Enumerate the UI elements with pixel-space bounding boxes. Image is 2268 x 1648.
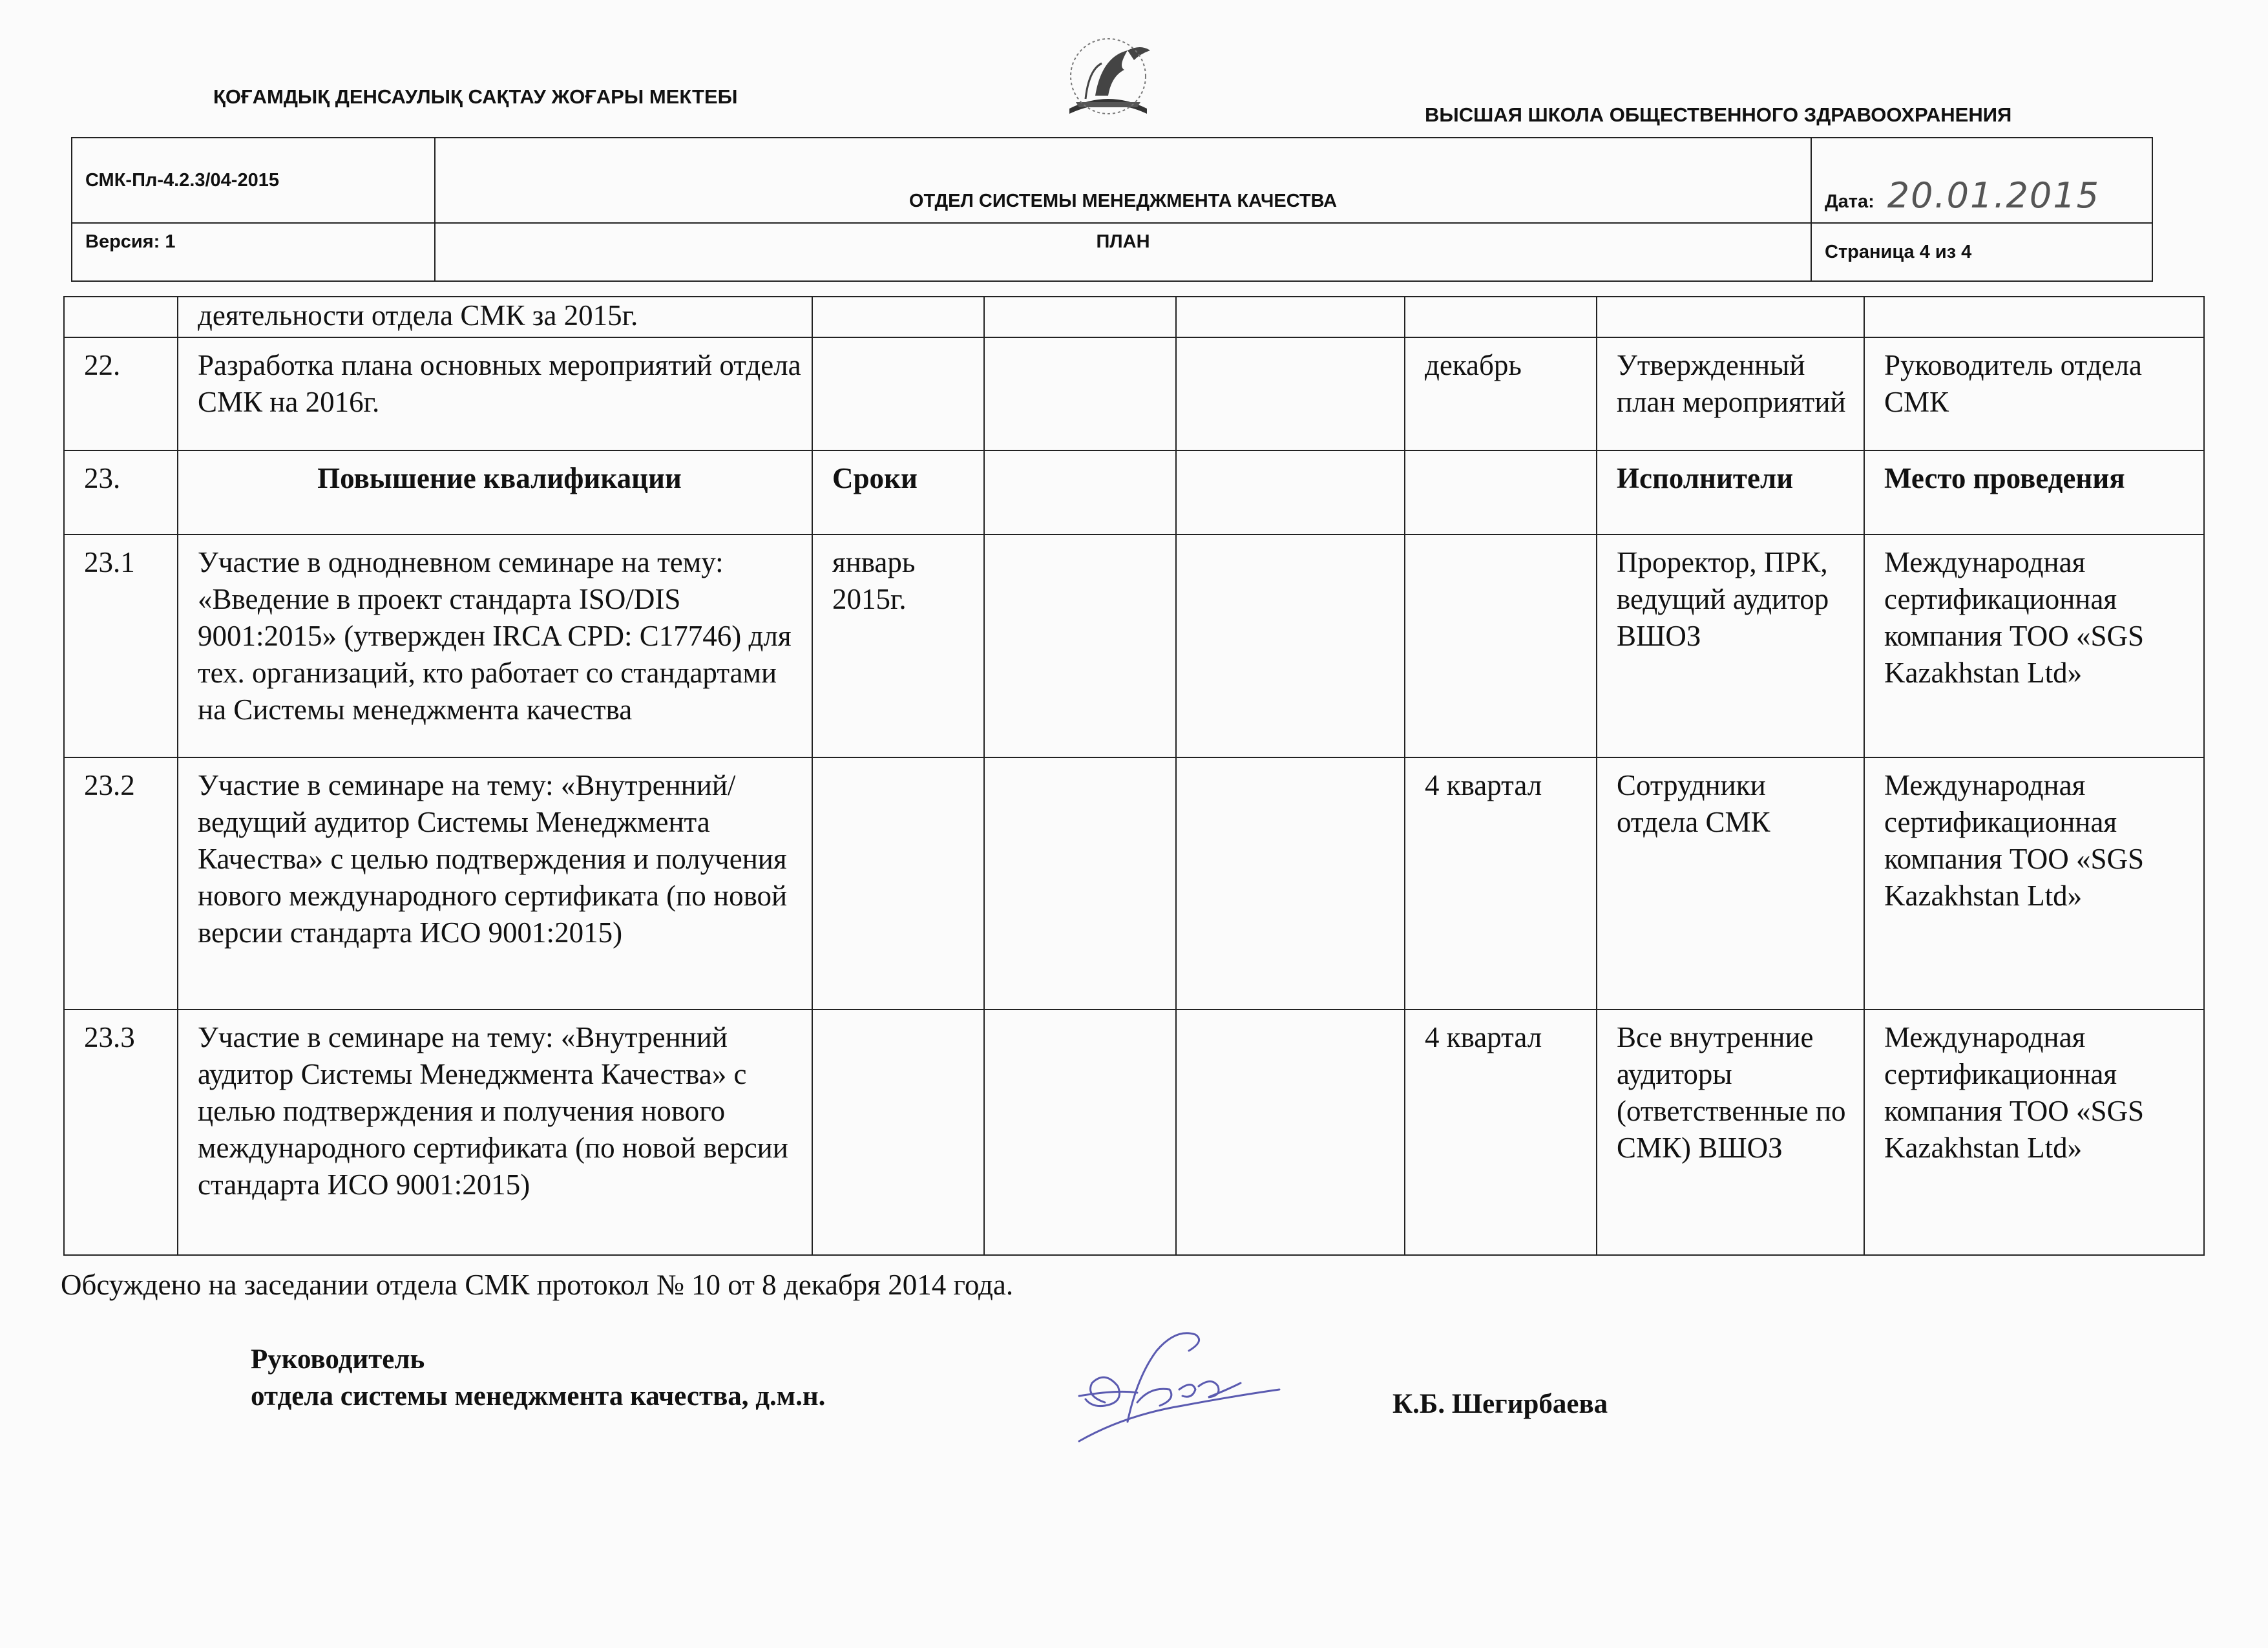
row-place: Международная сертификационная компания ТОО «SGS Kazakhstan Ltd» [1864, 534, 2204, 757]
row-term: 4 квартал [1405, 1009, 1597, 1255]
row-number: 23.3 [64, 1009, 178, 1255]
row-responsible: Руководитель отдела СМК [1864, 337, 2204, 450]
signer-position-line1: Руководитель [251, 1344, 425, 1375]
plan-table [63, 296, 2205, 1256]
section-title: Повышение квалификации [178, 450, 812, 534]
department-title: ОТДЕЛ СИСТЕМЫ МЕНЕДЖМЕНТА КАЧЕСТВА [435, 138, 1811, 223]
row-result: Утвержденный план мероприятий [1597, 337, 1864, 450]
doc-code: СМК-Пл-4.2.3/04-2015 [72, 138, 435, 223]
date-label: Дата: [1825, 191, 1874, 212]
row-number: 22. [64, 337, 178, 450]
document-header-table [71, 137, 2153, 282]
table-row [64, 337, 2204, 450]
signer-position-line2: отдела системы менеджмента качества, д.м.н. [251, 1381, 826, 1411]
row-executors: Все внутренние аудиторы (ответственные по СМК) ВШОЗ [1597, 1009, 1864, 1255]
row-activity: Участие в семинаре на тему: «Внутренний/ведущий аудитор Системы Менеджмента Качества» с целью подтверждения и получения нового международного сертификата (по новой версии стандарта ИСО 9001:2015) [178, 757, 812, 1009]
row-place: Международная сертификационная компания ТОО «SGS Kazakhstan Ltd» [1864, 1009, 2204, 1255]
row-term: 4 квартал [1405, 757, 1597, 1009]
row-number: 23. [64, 450, 178, 534]
row-number: 23.1 [64, 534, 178, 757]
table-row [64, 1009, 2204, 1255]
col-header-place: Место проведения [1864, 450, 2204, 534]
col-header-terms: Сроки [812, 450, 984, 534]
row-continuation-text: деятельности отдела СМК за 2015г. [178, 297, 812, 337]
row-activity: Разработка плана основных мероприятий отдела СМК на 2016г. [178, 337, 812, 450]
discussion-note: Обсуждено на заседании отдела СМК протокол № 10 от 8 декабря 2014 года. [61, 1269, 1014, 1301]
doc-type: ПЛАН [435, 223, 1811, 281]
date-cell [1811, 138, 2152, 223]
signature-icon [1066, 1325, 1299, 1448]
school-logo-icon [1031, 31, 1186, 121]
signer-position [251, 1341, 825, 1415]
row-place: Международная сертификационная компания ТОО «SGS Kazakhstan Ltd» [1864, 757, 2204, 1009]
row-executors: Сотрудники отдела СМК [1597, 757, 1864, 1009]
table-row [64, 534, 2204, 757]
row-executors: Проректор, ПРК, ведущий аудитор ВШОЗ [1597, 534, 1864, 757]
row-activity: Участие в однодневном семинаре на тему: «Введение в проект стандарта ISO/DIS 9001:2015» (утвержден IRCA CPD: C17746) для тех. организаций, кто работает со стандартами на Системы менеджмента качества [178, 534, 812, 757]
org-name-kz: ҚОҒАМДЫҚ ДЕНСАУЛЫҚ САҚТАУ ЖОҒАРЫ МЕКТЕБІ [213, 85, 738, 108]
row-term: декабрь [1405, 337, 1597, 450]
col-header-executors: Исполнители [1597, 450, 1864, 534]
table-row [64, 297, 2204, 337]
signer-name: К.Б. Шегирбаева [1392, 1389, 1608, 1419]
table-section-header [64, 450, 2204, 534]
page-number: Страница 4 из 4 [1811, 223, 2152, 281]
row-term: январь 2015г. [812, 534, 984, 757]
doc-version: Версия: 1 [72, 223, 435, 281]
org-name-ru: ВЫСШАЯ ШКОЛА ОБЩЕСТВЕННОГО ЗДРАВООХРАНЕНИЯ [1425, 103, 2012, 126]
date-handwritten: 20.01.2015 [1887, 175, 2100, 216]
row-activity: Участие в семинаре на тему: «Внутренний аудитор Системы Менеджмента Качества» с целью подтверждения и получения нового международного сертификата (по новой версии стандарта ИСО 9001:2015) [178, 1009, 812, 1255]
table-row [64, 757, 2204, 1009]
row-number: 23.2 [64, 757, 178, 1009]
